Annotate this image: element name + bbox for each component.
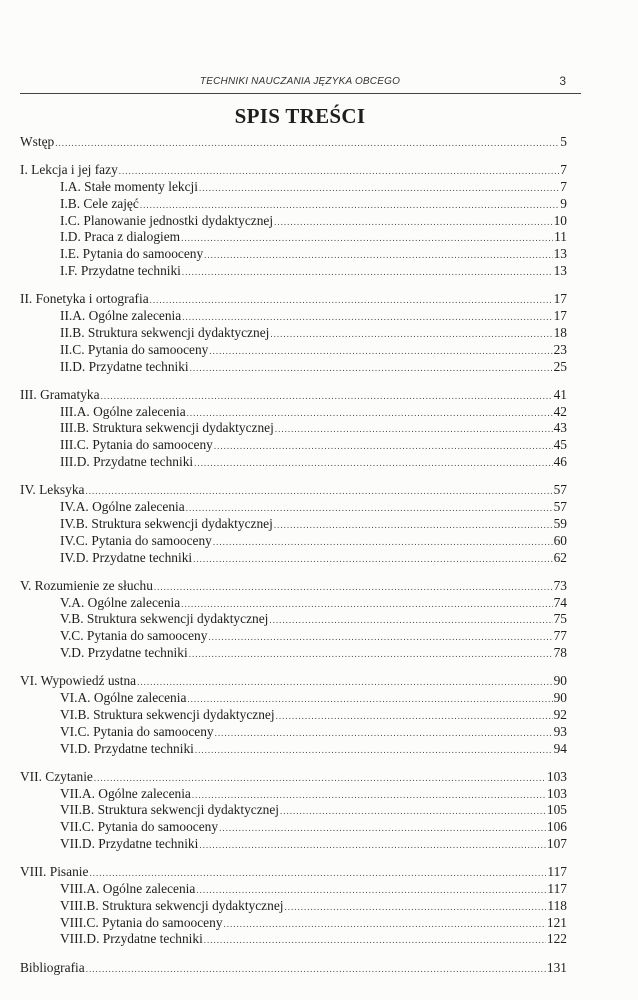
entry-page-number: 93 — [553, 723, 567, 739]
entry-label: III.B. Struktura sekwencji dydaktycznej — [60, 420, 274, 436]
entry-page-number: 9 — [560, 195, 567, 211]
entry-page-number: 105 — [546, 802, 567, 818]
dot-leader — [204, 247, 552, 263]
entry-page-number: 41 — [553, 386, 567, 402]
toc-entry[interactable] — [20, 134, 567, 151]
entry-page-number: 103 — [546, 768, 567, 784]
dot-leader — [199, 180, 559, 196]
entry-page-number: 57 — [553, 482, 567, 498]
toc-section — [20, 578, 567, 662]
toc-subentry[interactable] — [20, 724, 567, 741]
toc-subentry[interactable] — [20, 196, 567, 213]
entry-label: II.A. Ogólne zalecenia — [60, 308, 182, 324]
toc-entry[interactable] — [20, 578, 567, 595]
running-title: TECHNIKI NAUCZANIA JĘZYKA OBCEGO — [199, 76, 401, 87]
toc-subentry[interactable] — [20, 516, 567, 533]
toc-entry[interactable] — [20, 291, 567, 308]
entry-page-number: 57 — [553, 499, 567, 515]
entry-page-number: 118 — [547, 897, 567, 913]
toc-subentry[interactable] — [20, 454, 567, 471]
dot-leader — [154, 579, 553, 595]
entry-page-number: 17 — [553, 291, 567, 307]
dot-leader — [209, 343, 552, 359]
toc-entry[interactable] — [20, 769, 567, 786]
entry-label: VIII.C. Pytania do samooceny — [60, 914, 223, 930]
entry-label: IV.A. Ogólne zalecenia — [60, 499, 185, 515]
entry-page-number: 103 — [546, 785, 567, 801]
dot-leader — [204, 932, 546, 948]
entry-page-number: 106 — [546, 819, 567, 835]
dot-leader — [199, 837, 546, 853]
entry-label: I.B. Cele zajęć — [60, 195, 139, 211]
dot-leader — [182, 309, 552, 325]
toc-subentry[interactable] — [20, 308, 567, 325]
dot-leader — [284, 899, 546, 915]
dot-leader — [280, 803, 546, 819]
dot-leader — [86, 961, 546, 977]
entry-page-number: 43 — [553, 420, 567, 436]
entry-page-number: 13 — [553, 246, 567, 262]
entry-label: V.C. Pytania do samooceny — [60, 628, 208, 644]
toc-subentry[interactable] — [20, 898, 567, 915]
entry-page-number: 131 — [546, 959, 567, 975]
toc-subentry[interactable] — [20, 707, 567, 724]
entry-label: VII.B. Struktura sekwencji dydaktycznej — [60, 802, 280, 818]
toc-subentry[interactable] — [20, 645, 567, 662]
toc-subentry[interactable] — [20, 263, 567, 280]
dot-leader — [208, 629, 552, 645]
entry-label: VII. Czytanie — [20, 768, 93, 784]
entry-page-number: 78 — [553, 645, 567, 661]
entry-label: III.A. Ogólne zalecenia — [60, 403, 186, 419]
dot-leader — [187, 405, 553, 421]
toc-entry[interactable] — [20, 864, 567, 881]
entry-page-number: 90 — [553, 673, 567, 689]
toc-section — [20, 387, 567, 471]
dot-leader — [276, 708, 553, 724]
entry-page-number: 117 — [547, 881, 567, 897]
dot-leader — [190, 360, 553, 376]
dot-leader — [275, 421, 553, 437]
toc-section — [20, 291, 567, 375]
header-rule — [20, 93, 581, 94]
entry-label: V. Rozumienie ze słuchu — [20, 577, 153, 593]
entry-label: VIII. Pisanie — [20, 864, 89, 880]
entry-label: II.C. Pytania do samooceny — [60, 341, 209, 357]
toc-section — [20, 134, 567, 151]
entry-page-number: 73 — [553, 577, 567, 593]
dot-leader — [193, 551, 552, 567]
entry-label: V.A. Ogólne zalecenia — [60, 594, 181, 610]
entry-label: VI.C. Pytania do samooceny — [60, 723, 214, 739]
entry-page-number: 25 — [553, 358, 567, 374]
toc-subentry[interactable] — [20, 595, 567, 612]
entry-page-number: 23 — [553, 341, 567, 357]
dot-leader — [195, 742, 553, 758]
entry-label: Bibliografia — [20, 959, 85, 975]
dot-leader — [140, 197, 559, 213]
toc-subentry[interactable] — [20, 499, 567, 516]
entry-page-number: 59 — [553, 515, 567, 531]
dot-leader — [213, 534, 553, 550]
entry-label: VII.D. Przydatne techniki — [60, 835, 199, 851]
toc-section — [20, 673, 567, 757]
entry-label: II. Fonetyka i ortografia — [20, 291, 149, 307]
entry-label: I.E. Pytania do samooceny — [60, 246, 204, 262]
entry-label: I.C. Planowanie jednostki dydaktycznej — [60, 212, 274, 228]
toc-entry[interactable] — [20, 162, 567, 179]
dot-leader — [274, 214, 553, 230]
toc-entry[interactable] — [20, 960, 567, 977]
entry-page-number: 18 — [553, 324, 567, 340]
entry-label: VI.B. Struktura sekwencji dydaktycznej — [60, 706, 275, 722]
entry-page-number: 77 — [553, 628, 567, 644]
entry-page-number: 62 — [553, 549, 567, 565]
dot-leader — [215, 725, 553, 741]
toc-entry[interactable] — [20, 482, 567, 499]
dot-leader — [189, 646, 553, 662]
toc-entry[interactable] — [20, 673, 567, 690]
entry-page-number: 7 — [560, 162, 567, 178]
entry-label: VI. Wypowiedź ustna — [20, 673, 137, 689]
entry-label: Wstęp — [20, 134, 55, 149]
toc-subentry[interactable] — [20, 550, 567, 567]
entry-page-number: 5 — [560, 134, 567, 149]
toc-subentry[interactable] — [20, 741, 567, 758]
dot-leader — [194, 455, 552, 471]
toc-section — [20, 162, 567, 280]
entry-page-number: 92 — [553, 706, 567, 722]
entry-label: III. Gramatyka — [20, 386, 100, 402]
entry-page-number: 107 — [546, 835, 567, 851]
dot-leader — [219, 820, 546, 836]
dot-leader — [186, 500, 553, 516]
dot-leader — [94, 770, 546, 786]
toc-subentry[interactable] — [20, 437, 567, 454]
toc-subentry[interactable] — [20, 342, 567, 359]
entry-label: IV.B. Struktura sekwencji dydaktycznej — [60, 515, 273, 531]
entry-label: I.D. Praca z dialogiem — [60, 229, 181, 245]
entry-label: VIII.B. Struktura sekwencji dydaktycznej — [60, 897, 284, 913]
toc-subentry[interactable] — [20, 420, 567, 437]
entry-page-number: 121 — [546, 914, 567, 930]
entry-page-number: 60 — [553, 532, 567, 548]
entry-label: VI.D. Przydatne techniki — [60, 740, 194, 756]
entry-label: I. Lekcja i jej fazy — [20, 162, 118, 178]
entry-label: VIII.D. Przydatne techniki — [60, 931, 203, 947]
entry-label: V.B. Struktura sekwencji dydaktycznej — [60, 611, 269, 627]
entry-page-number: 46 — [553, 454, 567, 470]
entry-page-number: 42 — [553, 403, 567, 419]
dot-leader — [214, 438, 553, 454]
entry-page-number: 117 — [547, 864, 567, 880]
entry-label: VII.A. Ogólne zalecenia — [60, 785, 191, 801]
entry-label: III.D. Przydatne techniki — [60, 454, 194, 470]
toc-subentry[interactable] — [20, 213, 567, 230]
entry-page-number: 74 — [553, 594, 567, 610]
dot-leader — [181, 596, 552, 612]
entry-page-number: 75 — [553, 611, 567, 627]
toc-subentry[interactable] — [20, 611, 567, 628]
toc-subentry[interactable] — [20, 229, 567, 246]
dot-leader — [224, 916, 546, 932]
entry-label: VII.C. Pytania do samooceny — [60, 819, 219, 835]
toc-subentry[interactable] — [20, 179, 567, 196]
dot-leader — [85, 483, 552, 499]
toc-subentry[interactable] — [20, 359, 567, 376]
entry-page-number: 17 — [553, 308, 567, 324]
dot-leader — [269, 612, 552, 628]
entry-page-number: 94 — [553, 740, 567, 756]
entry-page-number: 11 — [554, 229, 567, 245]
toc-subentry[interactable] — [20, 628, 567, 645]
page-title: SPIS TREŚCI — [234, 104, 366, 128]
entry-label: IV. Leksyka — [20, 482, 85, 498]
toc-subentry[interactable] — [20, 915, 567, 932]
toc-subentry[interactable] — [20, 881, 567, 898]
dot-leader — [274, 517, 553, 533]
dot-leader — [55, 135, 559, 151]
entry-page-number: 7 — [560, 179, 567, 195]
toc-subentry[interactable] — [20, 819, 567, 836]
toc-entry[interactable] — [20, 387, 567, 404]
toc-section — [20, 960, 567, 977]
toc-subentry[interactable] — [20, 931, 567, 948]
dot-leader — [182, 264, 553, 280]
dot-leader — [196, 882, 546, 898]
entry-label: I.A. Stałe momenty lekcji — [60, 179, 198, 195]
entry-page-number: 122 — [546, 931, 567, 947]
entry-label: IV.D. Przydatne techniki — [60, 549, 193, 565]
entry-label: II.B. Struktura sekwencji dydaktycznej — [60, 324, 270, 340]
page-number: 3 — [559, 74, 566, 88]
dot-leader — [181, 230, 553, 246]
dot-leader — [187, 691, 552, 707]
toc-subentry[interactable] — [20, 404, 567, 421]
dot-leader — [150, 292, 553, 308]
toc-subentry[interactable] — [20, 325, 567, 342]
dot-leader — [270, 326, 552, 342]
entry-page-number: 45 — [553, 437, 567, 453]
toc-section — [20, 864, 567, 948]
entry-label: I.F. Przydatne techniki — [60, 263, 181, 279]
dot-leader — [119, 163, 560, 179]
entry-label: IV.C. Pytania do samooceny — [60, 532, 212, 548]
entry-label: II.D. Przydatne techniki — [60, 358, 189, 374]
toc-subentry[interactable] — [20, 786, 567, 803]
toc-subentry[interactable] — [20, 246, 567, 263]
toc-subentry[interactable] — [20, 802, 567, 819]
entry-page-number: 10 — [553, 212, 567, 228]
table-of-contents — [20, 134, 567, 988]
dot-leader — [137, 674, 553, 690]
entry-page-number: 13 — [553, 263, 567, 279]
dot-leader — [192, 787, 546, 803]
dot-leader — [89, 865, 546, 881]
toc-section — [20, 769, 567, 853]
dot-leader — [101, 388, 553, 404]
toc-subentry[interactable] — [20, 836, 567, 853]
entry-page-number: 90 — [553, 690, 567, 706]
toc-subentry[interactable] — [20, 690, 567, 707]
running-header — [20, 74, 580, 90]
entry-label: V.D. Przydatne techniki — [60, 645, 188, 661]
entry-label: VI.A. Ogólne zalecenia — [60, 690, 187, 706]
toc-subentry[interactable] — [20, 533, 567, 550]
entry-label: III.C. Pytania do samooceny — [60, 437, 213, 453]
toc-section — [20, 482, 567, 566]
entry-label: VIII.A. Ogólne zalecenia — [60, 881, 196, 897]
